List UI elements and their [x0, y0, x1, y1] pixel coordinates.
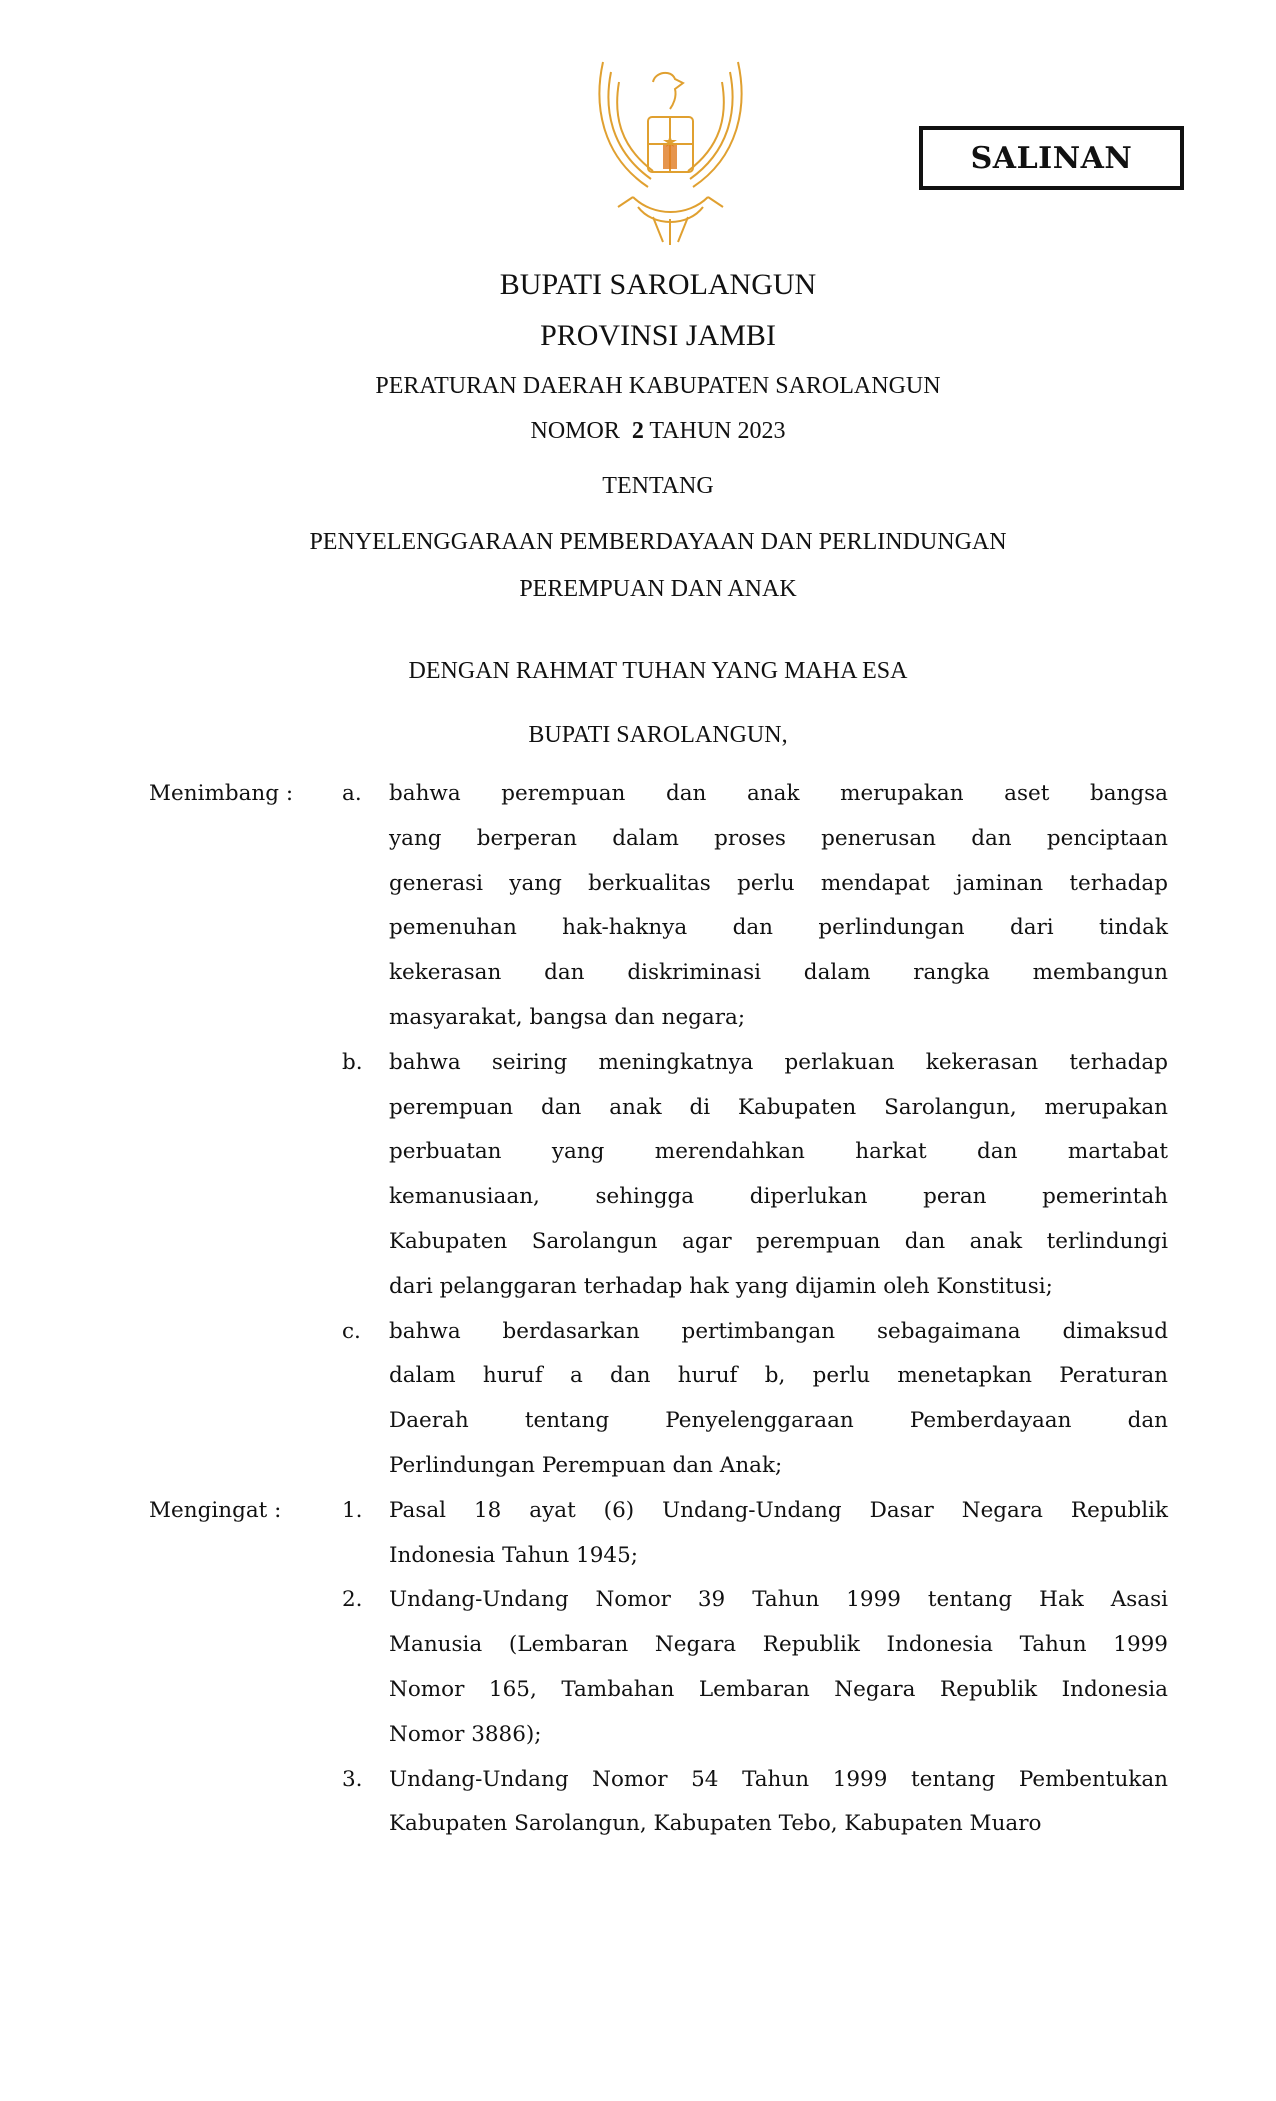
- menimbang-line: [0, 1220, 1276, 1265]
- item-text: perempuan dan anak di Kabupaten Sarolangun, merupakan: [389, 1094, 1168, 1120]
- nomor-label: NOMOR: [530, 418, 620, 444]
- item-text: Manusia (Lembaran Negara Republik Indonesia Tahun 1999: [389, 1632, 1168, 1658]
- item-text: Indonesia Tahun 1945;: [389, 1542, 639, 1568]
- item-text: Kabupaten Sarolangun agar perempuan dan anak terlindungi: [389, 1228, 1168, 1254]
- item-text: bahwa berdasarkan pertimbangan sebagaimana dimaksud: [389, 1318, 1168, 1344]
- menimbang-line: [0, 1086, 1276, 1131]
- item-text: perbuatan yang merendahkan harkat dan martabat: [389, 1139, 1168, 1165]
- mengingat-line: [0, 1578, 1276, 1623]
- mengingat-line: [0, 1802, 1276, 1847]
- mengingat-line: [0, 1489, 1276, 1534]
- mengingat-line: [0, 1758, 1276, 1803]
- item-text: Undang-Undang Nomor 39 Tahun 1999 tentang Hak Asasi: [389, 1587, 1168, 1613]
- item-text: kekerasan dan diskriminasi dalam rangka membangun: [389, 960, 1168, 986]
- item-text: Nomor 3886);: [389, 1721, 542, 1747]
- item-text: dalam huruf a dan huruf b, perlu menetapkan Peraturan: [389, 1363, 1168, 1389]
- item-text: Undang-Undang Nomor 54 Tahun 1999 tentang Pembentukan: [389, 1766, 1168, 1792]
- item-marker: b.: [342, 1049, 363, 1075]
- item-marker: a.: [342, 781, 362, 806]
- item-text: Daerah tentang Penyelenggaraan Pemberdayaan dan: [389, 1408, 1168, 1434]
- regulation-type: PERATURAN DAERAH KABUPATEN SAROLANGUN: [375, 373, 941, 399]
- item-text: Pasal 18 ayat (6) Undang-Undang Dasar Negara Republik: [389, 1497, 1168, 1523]
- item-marker: 2.: [342, 1587, 363, 1613]
- menimbang-line: [0, 1041, 1276, 1086]
- item-text: masyarakat, bangsa dan negara;: [389, 1004, 746, 1030]
- nomor-value: 2: [631, 418, 644, 444]
- menimbang-label: Menimbang :: [149, 781, 294, 806]
- item-text: dari pelanggaran terhadap hak yang dijamin oleh Konstitusi;: [389, 1273, 1053, 1299]
- menimbang-line: [0, 1310, 1276, 1355]
- mengingat-line: [0, 1534, 1276, 1579]
- mengingat-line: [0, 1713, 1276, 1758]
- mengingat-line: [0, 1623, 1276, 1668]
- item-text: Perlindungan Perempuan dan Anak;: [389, 1452, 783, 1478]
- regulation-title-line2: PEREMPUAN DAN ANAK: [519, 576, 797, 602]
- menimbang-line: [0, 996, 1276, 1041]
- menimbang-line: [0, 1354, 1276, 1399]
- tahun-label: TAHUN 2023: [649, 418, 786, 444]
- item-text: Kabupaten Sarolangun, Kabupaten Tebo, Kabupaten Muaro: [389, 1811, 1042, 1837]
- regulation-number: [0, 418, 1276, 445]
- bupati-line: BUPATI SAROLANGUN,: [528, 722, 788, 748]
- menimbang-line: [0, 951, 1276, 996]
- item-text: bahwa seiring meningkatnya perlakuan kekerasan terhadap: [389, 1049, 1168, 1075]
- menimbang-line: [0, 1175, 1276, 1220]
- menimbang-line: [0, 1265, 1276, 1310]
- tentang-label: TENTANG: [602, 473, 714, 499]
- item-text: Nomor 165, Tambahan Lembaran Negara Republik Indonesia: [389, 1676, 1168, 1702]
- menimbang-line: [0, 772, 1276, 817]
- menimbang-line: [0, 862, 1276, 907]
- menimbang-line: [0, 1130, 1276, 1175]
- regent-title: BUPATI SAROLANGUN: [499, 268, 817, 301]
- item-text: yang berperan dalam proses penerusan dan penciptaan: [389, 825, 1168, 851]
- rahmat-line: DENGAN RAHMAT TUHAN YANG MAHA ESA: [408, 658, 908, 684]
- salinan-stamp: SALINAN: [919, 126, 1184, 190]
- menimbang-line: [0, 817, 1276, 862]
- item-text: bahwa perempuan dan anak merupakan aset bangsa: [389, 781, 1168, 806]
- province-title: PROVINSI JAMBI: [540, 319, 776, 352]
- menimbang-line: [0, 906, 1276, 951]
- mengingat-line: [0, 1668, 1276, 1713]
- item-text: generasi yang berkualitas perlu mendapat jaminan terhadap: [389, 870, 1168, 896]
- menimbang-line: [0, 1399, 1276, 1444]
- item-marker: 1.: [342, 1497, 363, 1523]
- item-marker: 3.: [342, 1766, 363, 1792]
- menimbang-line: [0, 1444, 1276, 1489]
- item-marker: c.: [342, 1318, 361, 1344]
- item-text: kemanusiaan, sehingga diperlukan peran pemerintah: [389, 1184, 1168, 1210]
- mengingat-label: Mengingat :: [149, 1497, 282, 1523]
- document-body: [0, 772, 1276, 1847]
- regulation-title-line1: PENYELENGGARAAN PEMBERDAYAAN DAN PERLINDUNGAN: [309, 529, 1007, 555]
- item-text: pemenuhan hak-haknya dan perlindungan dari tindak: [389, 915, 1168, 941]
- garuda-emblem: [593, 57, 748, 247]
